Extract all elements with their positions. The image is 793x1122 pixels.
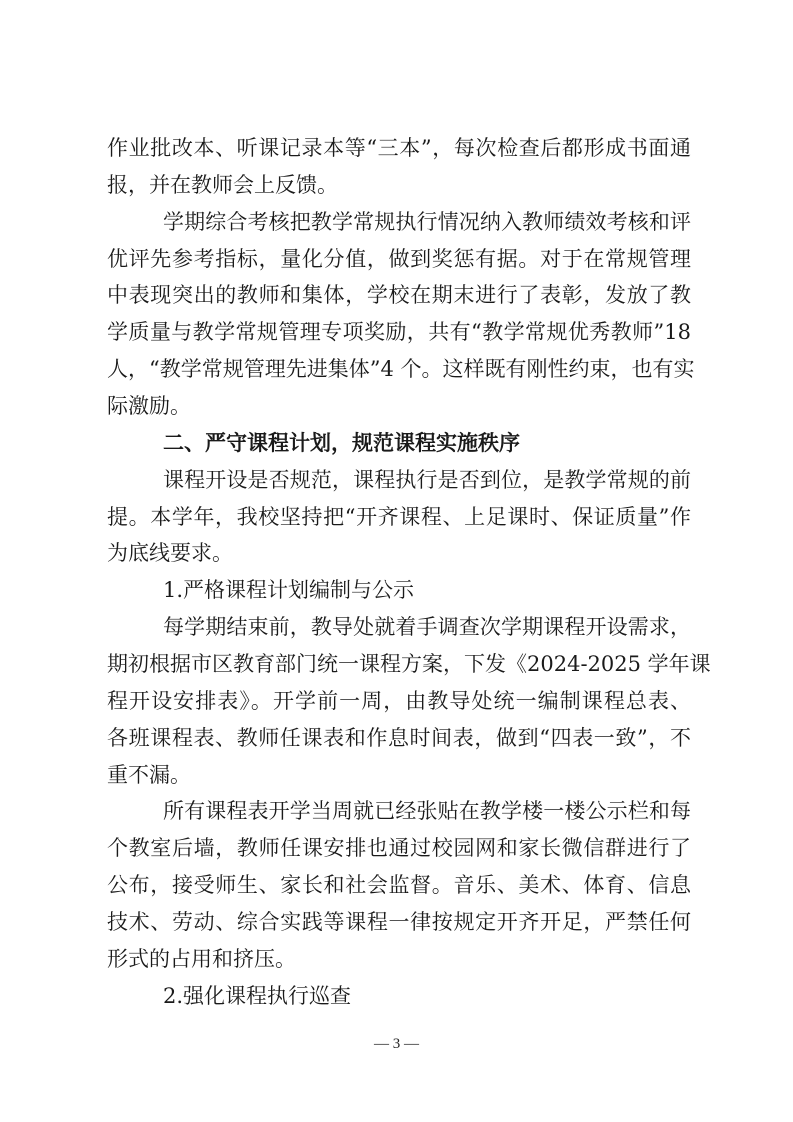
paragraph — [107, 204, 695, 425]
text-line: 人，“教学常规管理先进集体”4 个。这样既有刚性约束，也有实 — [107, 357, 695, 382]
text-line: 每学期结束前，教导处就着手调查次学期课程开设需求， — [163, 615, 691, 640]
paragraph — [107, 793, 691, 977]
text-line: 期初根据市区教育部门统一课程方案，下发《2024-2025 学年课 — [107, 652, 711, 677]
subsection-heading — [107, 572, 691, 609]
text-line: 际激励。 — [107, 394, 191, 419]
text-line: 2.强化课程执行巡查 — [163, 983, 352, 1008]
paragraph — [107, 609, 711, 793]
text-line: 作业批改本、听课记录本等“三本”，每次检查后都形成书面通 — [107, 136, 691, 160]
text-line: 个教室后墙，教师任课安排也通过校园网和家长微信群进行了 — [107, 836, 691, 861]
paragraph — [107, 462, 691, 573]
text-line: 技术、劳动、综合实践等课程一律按规定开齐开足，严禁任何 — [107, 910, 691, 935]
page-number: — 3 — — [374, 1036, 419, 1052]
text-line: 形式的占用和挤压。 — [107, 946, 296, 971]
text-line: 二、严守课程计划，规范课程实施秩序 — [163, 430, 520, 455]
text-line: 优评先参考指标，量化分值，做到奖惩有据。对于在常规管理 — [107, 246, 691, 271]
text-line: 为底线要求。 — [107, 541, 233, 566]
text-line: 公布，接受师生、家长和社会监督。音乐、美术、体育、信息 — [107, 873, 691, 898]
text-line: 各班课程表、教师任课表和作息时间表，做到“四表一致”，不 — [107, 725, 691, 750]
text-line: 1.严格课程计划编制与公示 — [163, 578, 415, 603]
text-line: 提。本学年，我校坚持把“开齐课程、上足课时、保证质量”作 — [107, 504, 691, 529]
text-line: 重不漏。 — [107, 762, 191, 787]
section-heading — [107, 425, 691, 462]
document-body — [107, 130, 711, 1015]
text-line: 中表现突出的教师和集体，学校在期末进行了表彰，发放了教 — [107, 283, 691, 308]
text-line: 程开设安排表》。开学前一周，由教导处统一编制课程总表、 — [107, 688, 691, 713]
subsection-heading — [107, 978, 691, 1015]
text-line: 学质量与教学常规管理专项奖励，共有“教学常规优秀教师”18 — [107, 320, 691, 345]
text-line: 所有课程表开学当周就已经张贴在教学楼一楼公示栏和每 — [163, 799, 691, 824]
paragraph — [107, 130, 691, 204]
text-line: 课程开设是否规范，课程执行是否到位，是教学常规的前 — [163, 467, 691, 492]
text-line: 学期综合考核把教学常规执行情况纳入教师绩效考核和评 — [163, 209, 691, 234]
text-line: 报，并在教师会上反馈。 — [107, 172, 338, 197]
